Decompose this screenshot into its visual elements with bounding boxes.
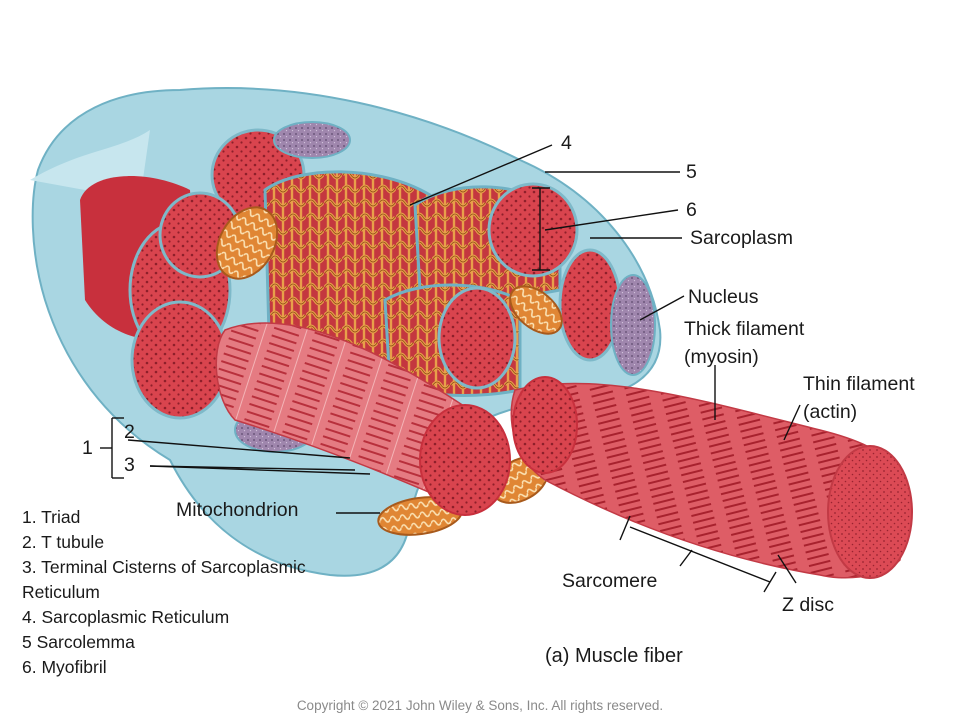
legend-item: 3. Terminal Cisterns of Sarcoplasmic <box>22 557 306 577</box>
label-z-disc: Z disc <box>782 594 835 616</box>
label-sarcoplasm: Sarcoplasm <box>690 227 793 249</box>
legend-item: 4. Sarcoplasmic Reticulum <box>22 607 230 627</box>
label-sarcomere: Sarcomere <box>562 570 658 592</box>
label-number-1: 1 <box>82 437 93 459</box>
label-number-5: 5 <box>686 161 697 183</box>
label-nucleus: Nucleus <box>688 286 759 308</box>
label-mitochondrion: Mitochondrion <box>176 499 299 521</box>
copyright-notice: Copyright © 2021 John Wiley & Sons, Inc. All rights reserved. <box>296 698 664 713</box>
figure-caption: (a) Muscle fiber <box>545 645 683 667</box>
legend-item: 6. Myofibril <box>22 657 107 677</box>
label-thin-filament-sub: (actin) <box>803 401 858 423</box>
legend-item: 2. T tubule <box>22 532 105 552</box>
label-thick-filament-sub: (myosin) <box>684 346 759 368</box>
label-number-3: 3 <box>124 454 135 476</box>
label-number-2: 2 <box>124 421 135 443</box>
nucleus-shape <box>611 275 655 375</box>
label-thin-filament: Thin filament <box>803 373 915 395</box>
label-number-6: 6 <box>686 199 697 221</box>
legend-item: 1. Triad <box>22 507 81 527</box>
legend-item: Reticulum <box>22 582 100 602</box>
label-thick-filament: Thick filament <box>684 318 805 340</box>
myofibril <box>489 184 577 276</box>
label-number-4: 4 <box>561 132 572 154</box>
legend <box>22 505 306 680</box>
legend-item: 5 Sarcolemma <box>22 632 135 652</box>
